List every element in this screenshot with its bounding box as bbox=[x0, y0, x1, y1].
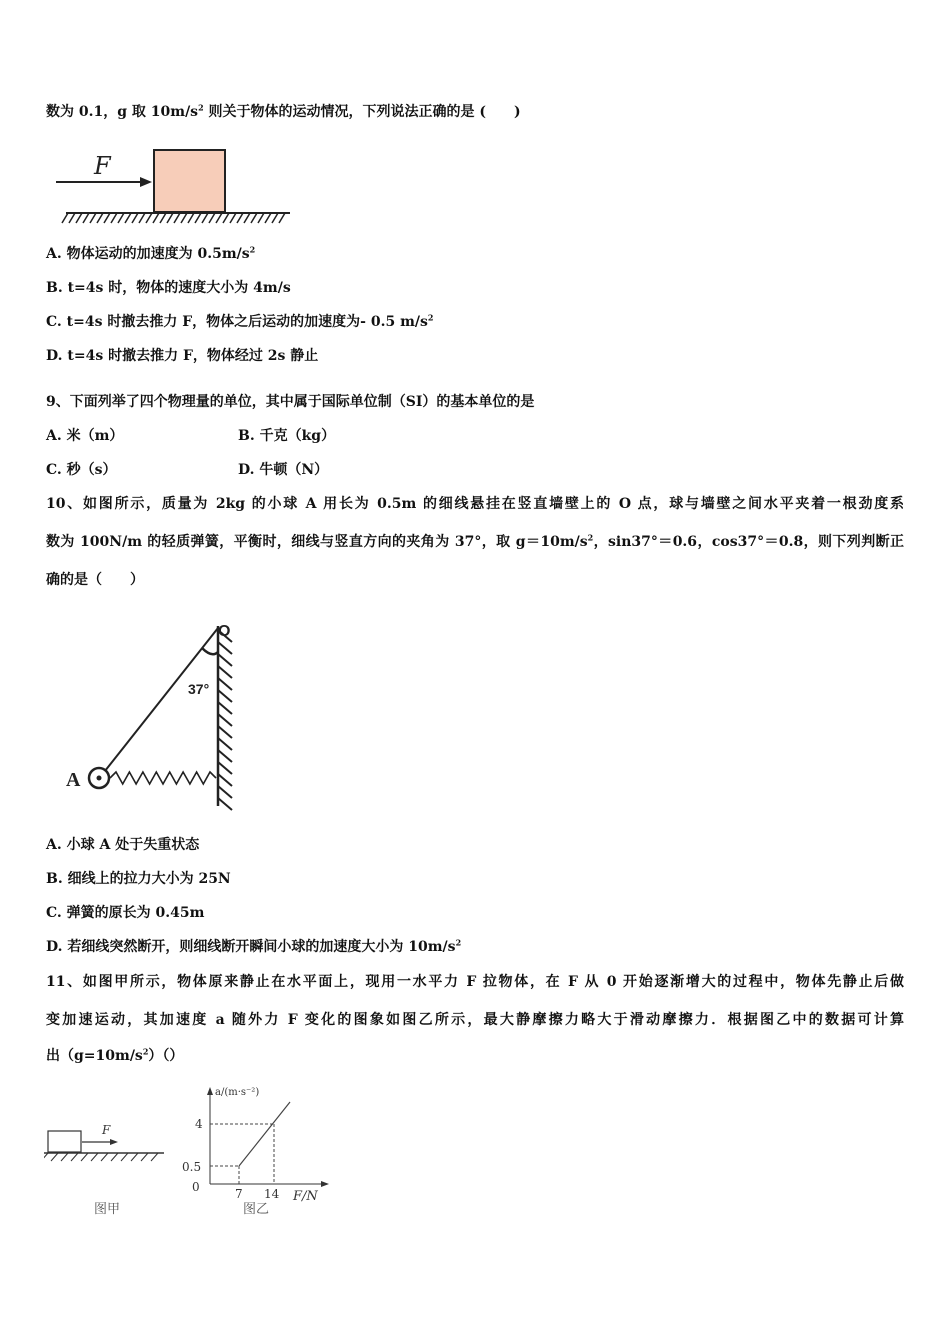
q11-x-axis-label: F/N bbox=[293, 1189, 318, 1204]
q8-figure-block-on-ground bbox=[54, 140, 294, 230]
q8-option-c: C. t=4s 时撤去推力 F，物体之后运动的加速度为- 0.5 $m/s^2$ bbox=[46, 312, 434, 330]
q10-point-o-label: O bbox=[218, 623, 231, 640]
q10-option-a: A. 小球 A 处于失重状态 bbox=[46, 837, 200, 853]
q10-stem-line2: 数为 100N/m 的轻质弹簧，平衡时，细线与竖直方向的夹角为 37°，取 $g=10m/s^2$，sin37°＝0.6，cos37°＝0.8，则下列判断正 bbox=[46, 532, 904, 550]
q11-fig-a-caption: 图甲 bbox=[94, 1202, 121, 1217]
q10-stem-line3: 确的是（ ） bbox=[46, 572, 144, 588]
q9-option-a: A. 米（m） bbox=[46, 428, 124, 444]
q10-option-d: D. 若细线突然断开，则细线断开瞬间小球的加速度大小为 $10m/s^2$ bbox=[46, 937, 462, 955]
q9-option-d: D. 牛顿（N） bbox=[238, 462, 329, 478]
q11-stem-line2: 变加速运动，其加速度 a 随外力 F 变化的图象如图乙所示，最大静摩擦力略大于滑动摩擦力．根据图乙中的数据可计算 bbox=[46, 1012, 904, 1028]
q8-option-d: D. t=4s 时撤去推力 F，物体经过 2s 静止 bbox=[46, 348, 319, 364]
q11-fig-b-caption: 图乙 bbox=[243, 1202, 270, 1217]
q8-option-b: B. t=4s 时，物体的速度大小为 4m/s bbox=[46, 280, 291, 296]
q11-fig-a-force-label: F bbox=[102, 1123, 111, 1137]
q11-figure-a bbox=[44, 1120, 169, 1220]
q11-figure-b-graph bbox=[175, 1078, 335, 1223]
q9-stem: 9、下面列举了四个物理量的单位，其中属于国际单位制（SI）的基本单位的是 bbox=[46, 394, 535, 410]
q11-stem-line3: 出$(g=10m/s^2)()$ bbox=[46, 1046, 184, 1064]
q8-stem: 数为 0.1，g 取 $10m/s^2$ 则关于物体的运动情况，下列说法正确的是 ( ) bbox=[46, 102, 521, 120]
q11-x-tick-1: 14 bbox=[264, 1187, 280, 1201]
q10-ball-label: A bbox=[66, 769, 81, 791]
q9-option-b: B. 千克（kg） bbox=[238, 428, 336, 444]
q10-stem-line1: 10、如图所示，质量为 2kg 的小球 A 用长为 0.5m 的细线悬挂在竖直墙壁上的 O 点，球与墙壁之间水平夹着一根劲度系 bbox=[46, 496, 904, 512]
q8-option-a: A. 物体运动的加速度为 $0.5m/s^2$ bbox=[46, 244, 256, 262]
q11-x-tick-0: 7 bbox=[235, 1187, 243, 1201]
q11-y-tick-0: 0.5 bbox=[182, 1160, 202, 1174]
q10-angle-label: 37° bbox=[188, 681, 210, 697]
q9-option-c: C. 秒（s） bbox=[46, 462, 117, 478]
q11-stem-line1: 11、如图甲所示，物体原来静止在水平面上，现用一水平力 F 拉物体，在 F 从 0 开始逐渐增大的过程中，物体先静止后做 bbox=[46, 974, 904, 990]
q11-origin-label: 0 bbox=[192, 1180, 200, 1194]
q10-option-b: B. 细线上的拉力大小为 25N bbox=[46, 871, 231, 887]
q11-y-axis-label: a/(m·s⁻²) bbox=[215, 1087, 260, 1098]
q11-y-tick-1: 4 bbox=[195, 1117, 203, 1131]
q10-figure-pendulum-spring bbox=[60, 618, 250, 813]
q10-option-c: C. 弹簧的原长为 0.45m bbox=[46, 905, 205, 921]
q8-force-label: F bbox=[94, 152, 111, 180]
